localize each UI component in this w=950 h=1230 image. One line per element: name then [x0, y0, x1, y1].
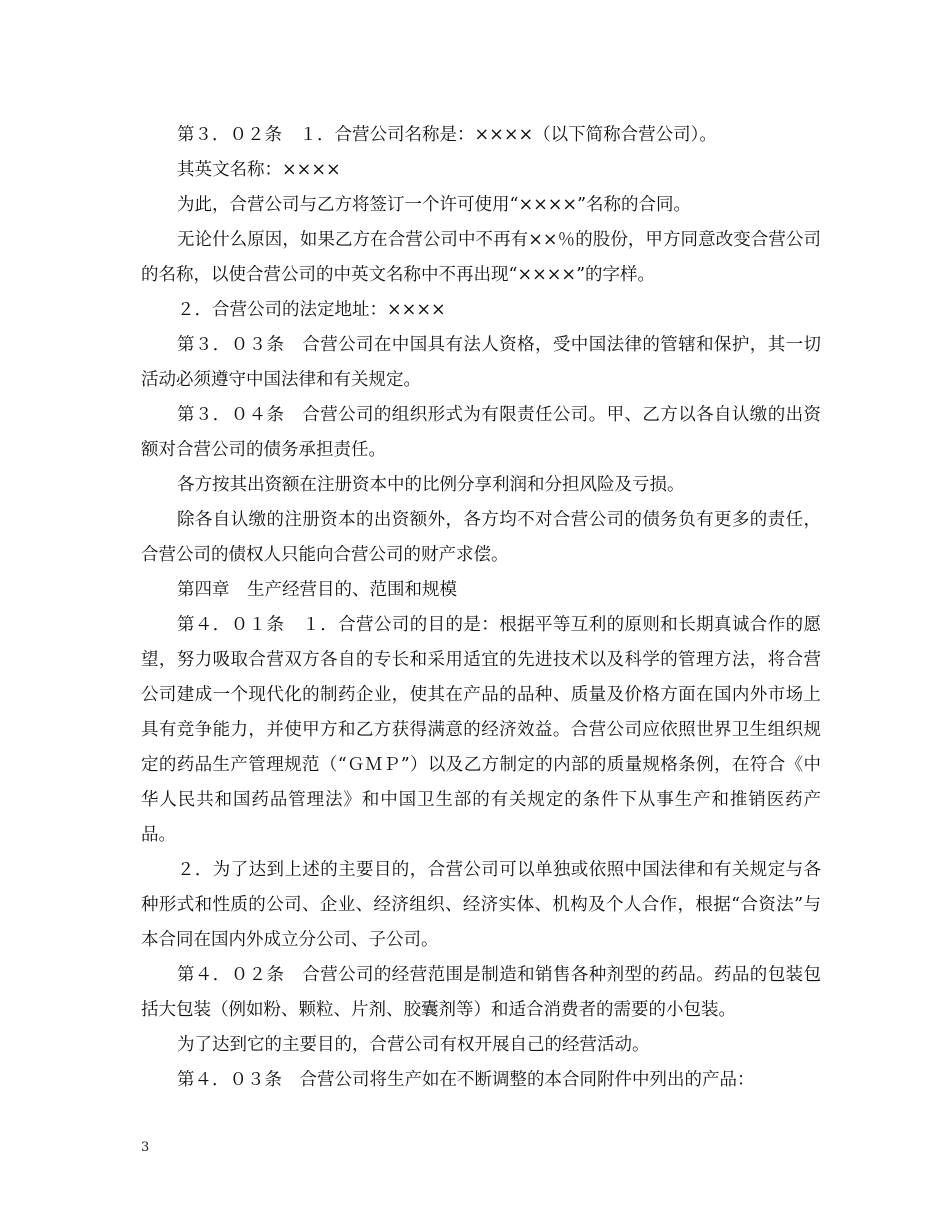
paragraph: 第３．０２条 １．合营公司名称是：××××（以下简称合营公司）。 [177, 125, 717, 145]
paragraph: 第４．０３条 合营公司将生产如在不断调整的本合同附件中列出的产品： [177, 1070, 755, 1090]
page-number: 3 [141, 1140, 150, 1155]
paragraph: ２．为了达到上述的主要目的，合营公司可以单独或依照中国法律和有关规定与各种形式和性质的公司、企业、经济组织、经济实体、机构及个人合作，根据“合资法”与本合同在国内外成立分公司、子公司。 [141, 860, 821, 950]
paragraph: 为此，合营公司与乙方将签订一个许可使用“××××”名称的合同。 [177, 195, 692, 215]
paragraph: 除各自认缴的注册资本的出资额外，各方均不对合营公司的债务负有更多的责任，合营公司的债权人只能向合营公司的财产求偿。 [141, 510, 821, 565]
paragraph: 无论什么原因，如果乙方在合营公司中不再有××％的股份，甲方同意改变合营公司的名称，以使合营公司的中英文名称中不再出现“××××”的字样。 [141, 230, 821, 285]
paragraph: 第４．０２条 合营公司的经营范围是制造和销售各种剂型的药品。药品的包装包括大包装（例如粉、颗粒、片剂、胶囊剂等）和适合消费者的需要的小包装。 [141, 965, 821, 1020]
paragraph: 为了达到它的主要目的，合营公司有权开展自己的经营活动。 [177, 1035, 650, 1055]
paragraph: 第３．０３条 合营公司在中国具有法人资格，受中国法律的管辖和保护，其一切活动必须遵守中国法律和有关规定。 [141, 335, 821, 390]
paragraph: 其英文名称：×××× [177, 160, 341, 180]
chapter-heading: 第四章 生产经营目的、范围和规模 [177, 580, 457, 600]
paragraph: ２．合营公司的法定地址：×××× [177, 300, 446, 320]
paragraph: 各方按其出资额在注册资本中的比例分享利润和分担风险及亏损。 [177, 475, 685, 495]
document-body [141, 118, 821, 1098]
paragraph: 第４．０１条 １．合营公司的目的是：根据平等互利的原则和长期真诚合作的愿望，努力吸取合营双方各自的专长和采用适宜的先进技术以及科学的管理方法，将合营公司建成一个现代化的制药企业，使其在产品的品种、质量及价格方面在国内外市场上具有竞争能力，并使甲方和乙方获得满意的经济效益。合营公司应依照世界卫生组织规定的药品生产管理规范（“ＧＭＰ”）以及乙方制定的内部的质量规格条例，在符合《中华人民共和国药品管理法》和中国卫生部的有关规定的条件下从事生产和推销医药产品。 [141, 615, 821, 845]
paragraph: 第３．０４条 合营公司的组织形式为有限责任公司。甲、乙方以各自认缴的出资额对合营公司的债务承担责任。 [141, 405, 821, 460]
